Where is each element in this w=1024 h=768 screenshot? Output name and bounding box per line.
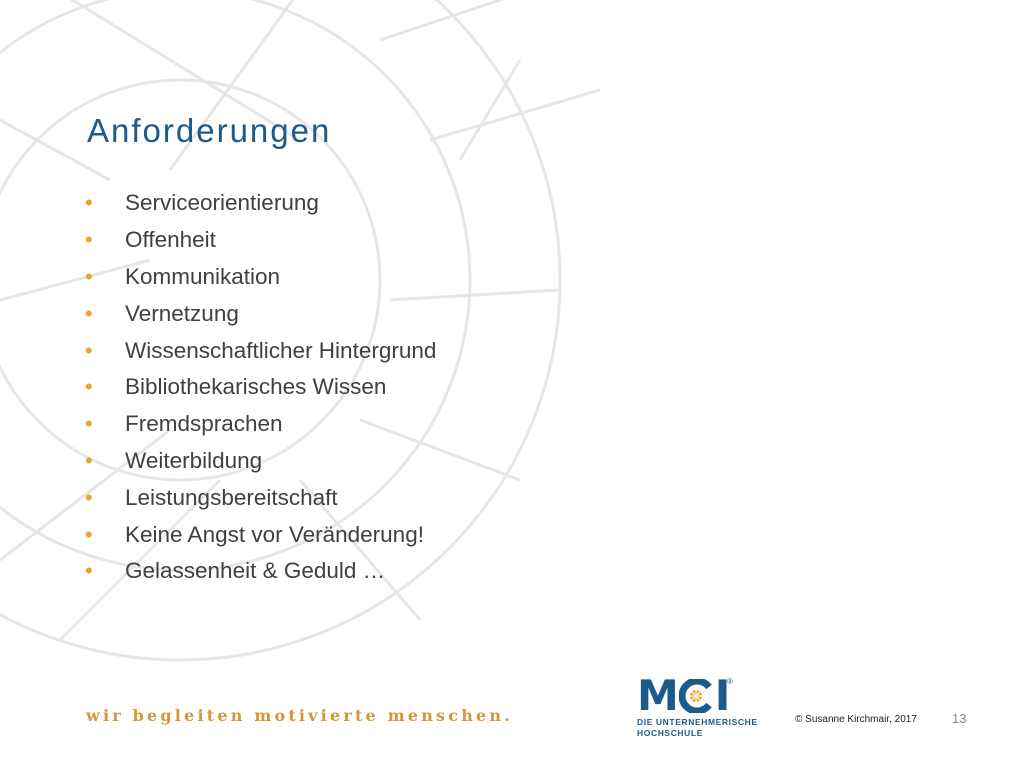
bullet-item (85, 553, 436, 590)
copyright-notice: © Susanne Kirchmair, 2017 (795, 714, 917, 725)
bullet-text: Kommunikation (125, 263, 281, 289)
bullet-item (85, 443, 436, 480)
bullet-text: Leistungsbereitschaft (125, 484, 338, 510)
bullet-icon: • (85, 227, 93, 253)
registered-mark: ® (727, 677, 733, 686)
bullet-text: Bibliothekarisches Wissen (125, 374, 387, 400)
bullet-icon: • (85, 521, 93, 547)
bullet-icon: • (85, 558, 93, 584)
bullet-icon: • (85, 411, 93, 437)
bullet-icon: • (85, 190, 93, 216)
bullet-item (85, 369, 436, 406)
mci-logo (637, 671, 777, 738)
bullet-text: Fremdsprachen (125, 411, 283, 437)
bullet-icon: • (85, 484, 93, 510)
bullet-item (85, 332, 436, 369)
bullet-text: Gelassenheit & Geduld … (125, 558, 386, 584)
logo-tagline-line1: DIE UNTERNEHMERISCHE (637, 717, 758, 727)
bullet-item (85, 295, 436, 332)
bullet-item (85, 259, 436, 296)
bullet-text: Serviceorientierung (125, 190, 319, 216)
bullet-item (85, 406, 436, 443)
bullet-text: Weiterbildung (125, 447, 263, 473)
bullet-text: Vernetzung (125, 300, 239, 326)
bullet-item (85, 479, 436, 516)
bullet-item (85, 185, 436, 222)
logo-mark (637, 671, 729, 720)
logo-tagline-line2: HOCHSCHULE (637, 728, 703, 738)
logo-letter-m: M (637, 671, 677, 720)
bullet-item (85, 516, 436, 553)
logo-wheel-icon (679, 679, 713, 713)
bullet-icon: • (85, 447, 93, 473)
footer-slogan: wir begleiten motivierte menschen. (86, 706, 514, 725)
bullet-icon: • (85, 300, 93, 326)
bullet-text: Offenheit (125, 227, 216, 253)
bullet-list (85, 185, 436, 590)
bullet-text: Wissenschaftlicher Hintergrund (125, 337, 437, 363)
page-number: 13 (952, 711, 967, 726)
bullet-icon: • (85, 337, 93, 363)
bullet-item (85, 222, 436, 259)
bullet-text: Keine Angst vor Veränderung! (125, 521, 424, 547)
logo-letter-i: I (714, 671, 729, 720)
bullet-icon: • (85, 374, 93, 400)
slide-title: Anforderungen (87, 112, 332, 149)
bullet-icon: • (85, 263, 93, 289)
